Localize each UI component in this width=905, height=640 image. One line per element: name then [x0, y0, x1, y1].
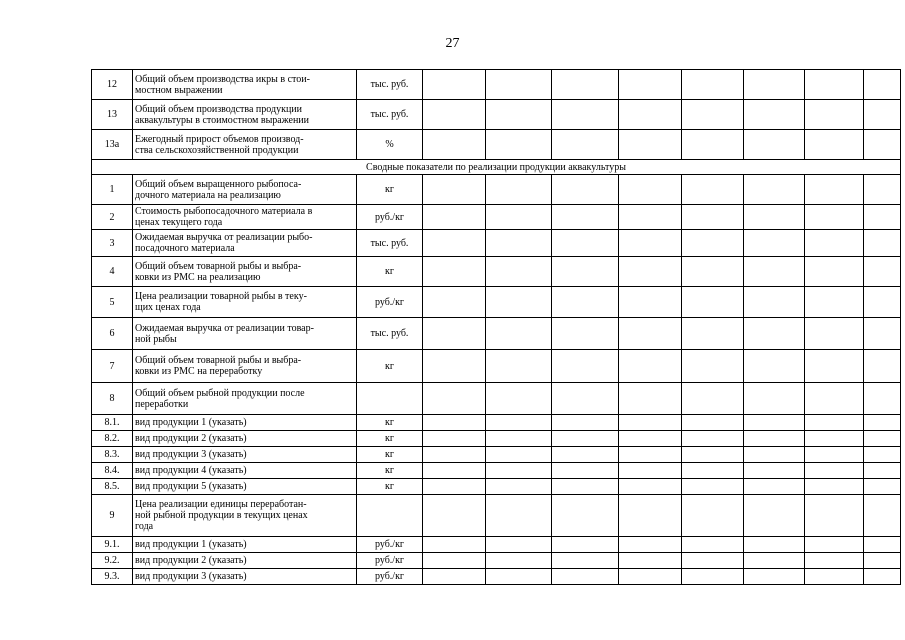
value-cell — [805, 431, 864, 447]
value-cell — [486, 447, 552, 463]
value-cell — [864, 318, 901, 350]
value-cell — [682, 415, 744, 431]
unit-cell: кг — [357, 479, 423, 495]
value-cell — [805, 350, 864, 383]
value-cell — [864, 537, 901, 553]
value-cell — [619, 431, 682, 447]
value-cell — [805, 553, 864, 569]
value-cell — [552, 495, 619, 537]
table-row — [92, 257, 901, 287]
value-cell — [486, 553, 552, 569]
value-cell — [423, 205, 486, 230]
value-cell — [864, 350, 901, 383]
table-row — [92, 479, 901, 495]
value-cell — [864, 495, 901, 537]
value-cell — [619, 463, 682, 479]
value-cell — [744, 495, 805, 537]
unit-cell: руб./кг — [357, 287, 423, 318]
row-number: 5 — [92, 287, 133, 318]
value-cell — [423, 463, 486, 479]
value-cell — [619, 447, 682, 463]
unit-cell: кг — [357, 463, 423, 479]
indicator-name: вид продукции 3 (указать) — [133, 447, 357, 463]
row-number: 8.2. — [92, 431, 133, 447]
value-cell — [486, 431, 552, 447]
value-cell — [805, 205, 864, 230]
table-row — [92, 318, 901, 350]
unit-cell: руб./кг — [357, 569, 423, 585]
value-cell — [486, 175, 552, 205]
value-cell — [805, 447, 864, 463]
value-cell — [619, 230, 682, 257]
indicators-table — [91, 69, 901, 585]
table-row — [92, 495, 901, 537]
value-cell — [423, 415, 486, 431]
value-cell — [423, 495, 486, 537]
value-cell — [682, 383, 744, 415]
value-cell — [682, 350, 744, 383]
value-cell — [682, 495, 744, 537]
indicator-name: вид продукции 4 (указать) — [133, 463, 357, 479]
unit-cell: % — [357, 130, 423, 160]
unit-cell: тыс. руб. — [357, 70, 423, 100]
table-row — [92, 537, 901, 553]
indicator-name: Общий объем товарной рыбы и выбра- ковки из РМС на переработку — [133, 350, 357, 383]
value-cell — [423, 287, 486, 318]
table-row — [92, 350, 901, 383]
row-number: 2 — [92, 205, 133, 230]
value-cell — [552, 130, 619, 160]
value-cell — [423, 383, 486, 415]
row-number: 13а — [92, 130, 133, 160]
value-cell — [619, 537, 682, 553]
table-row — [92, 70, 901, 100]
value-cell — [864, 569, 901, 585]
unit-cell — [357, 495, 423, 537]
value-cell — [423, 70, 486, 100]
indicator-name: вид продукции 1 (указать) — [133, 537, 357, 553]
table-row — [92, 175, 901, 205]
value-cell — [423, 569, 486, 585]
value-cell — [486, 230, 552, 257]
value-cell — [486, 537, 552, 553]
value-cell — [486, 383, 552, 415]
value-cell — [805, 479, 864, 495]
indicator-name: Общий объем производства продукции аквакультуры в стоимостном выражении — [133, 100, 357, 130]
value-cell — [805, 495, 864, 537]
value-cell — [552, 100, 619, 130]
value-cell — [486, 70, 552, 100]
unit-cell: кг — [357, 350, 423, 383]
unit-cell: кг — [357, 175, 423, 205]
value-cell — [486, 479, 552, 495]
value-cell — [552, 175, 619, 205]
unit-cell: руб./кг — [357, 205, 423, 230]
value-cell — [744, 70, 805, 100]
value-cell — [744, 479, 805, 495]
value-cell — [423, 257, 486, 287]
value-cell — [744, 130, 805, 160]
value-cell — [552, 447, 619, 463]
table-row — [92, 230, 901, 257]
value-cell — [864, 130, 901, 160]
value-cell — [619, 175, 682, 205]
table-row — [92, 415, 901, 431]
row-number: 8 — [92, 383, 133, 415]
value-cell — [682, 553, 744, 569]
value-cell — [682, 130, 744, 160]
table-row — [92, 569, 901, 585]
value-cell — [744, 175, 805, 205]
value-cell — [744, 100, 805, 130]
value-cell — [682, 318, 744, 350]
value-cell — [619, 318, 682, 350]
table-row — [92, 130, 901, 160]
indicator-name: Ожидаемая выручка от реализации рыбо- посадочного материала — [133, 230, 357, 257]
value-cell — [682, 70, 744, 100]
value-cell — [744, 257, 805, 287]
value-cell — [552, 463, 619, 479]
unit-cell: кг — [357, 415, 423, 431]
table-body — [92, 70, 901, 585]
value-cell — [864, 383, 901, 415]
value-cell — [864, 415, 901, 431]
value-cell — [619, 415, 682, 431]
indicator-name: Общий объем производства икры в стои- мостном выражении — [133, 70, 357, 100]
value-cell — [619, 553, 682, 569]
value-cell — [552, 287, 619, 318]
indicator-name: Стоимость рыбопосадочного материала в ценах текущего года — [133, 205, 357, 230]
indicator-name: вид продукции 3 (указать) — [133, 569, 357, 585]
unit-cell: тыс. руб. — [357, 230, 423, 257]
value-cell — [682, 569, 744, 585]
value-cell — [744, 463, 805, 479]
indicator-name: Ежегодный прирост объемов производ- ства сельскохозяйственной продукции — [133, 130, 357, 160]
value-cell — [423, 100, 486, 130]
value-cell — [619, 130, 682, 160]
value-cell — [805, 318, 864, 350]
value-cell — [864, 205, 901, 230]
value-cell — [423, 350, 486, 383]
value-cell — [552, 70, 619, 100]
table-row — [92, 100, 901, 130]
value-cell — [552, 350, 619, 383]
value-cell — [486, 205, 552, 230]
value-cell — [423, 537, 486, 553]
indicator-name: вид продукции 2 (указать) — [133, 431, 357, 447]
value-cell — [864, 175, 901, 205]
value-cell — [423, 431, 486, 447]
value-cell — [864, 287, 901, 318]
table-row — [92, 431, 901, 447]
value-cell — [486, 318, 552, 350]
value-cell — [552, 205, 619, 230]
unit-cell: руб./кг — [357, 537, 423, 553]
value-cell — [805, 257, 864, 287]
row-number: 8.3. — [92, 447, 133, 463]
value-cell — [552, 230, 619, 257]
section-title: Сводные показатели по реализации продукции аквакультуры — [92, 160, 901, 175]
value-cell — [486, 257, 552, 287]
value-cell — [552, 415, 619, 431]
value-cell — [682, 431, 744, 447]
value-cell — [805, 463, 864, 479]
value-cell — [744, 230, 805, 257]
value-cell — [744, 415, 805, 431]
value-cell — [744, 318, 805, 350]
value-cell — [619, 100, 682, 130]
value-cell — [744, 553, 805, 569]
value-cell — [682, 257, 744, 287]
value-cell — [744, 447, 805, 463]
value-cell — [682, 175, 744, 205]
value-cell — [744, 537, 805, 553]
indicator-name: вид продукции 5 (указать) — [133, 479, 357, 495]
row-number: 13 — [92, 100, 133, 130]
value-cell — [619, 287, 682, 318]
value-cell — [864, 100, 901, 130]
value-cell — [552, 431, 619, 447]
value-cell — [744, 205, 805, 230]
value-cell — [805, 175, 864, 205]
table-row — [92, 463, 901, 479]
row-number: 3 — [92, 230, 133, 257]
value-cell — [864, 431, 901, 447]
value-cell — [423, 553, 486, 569]
value-cell — [486, 100, 552, 130]
value-cell — [423, 130, 486, 160]
value-cell — [682, 537, 744, 553]
value-cell — [682, 100, 744, 130]
value-cell — [682, 205, 744, 230]
indicator-name: вид продукции 1 (указать) — [133, 415, 357, 431]
page-number: 27 — [445, 36, 460, 51]
row-number: 8.5. — [92, 479, 133, 495]
value-cell — [805, 70, 864, 100]
value-cell — [864, 70, 901, 100]
value-cell — [619, 70, 682, 100]
value-cell — [619, 205, 682, 230]
unit-cell: кг — [357, 447, 423, 463]
indicator-name: Цена реализации товарной рыбы в теку- щих ценах года — [133, 287, 357, 318]
row-number: 9 — [92, 495, 133, 537]
row-number: 8.4. — [92, 463, 133, 479]
value-cell — [682, 230, 744, 257]
value-cell — [619, 479, 682, 495]
value-cell — [805, 100, 864, 130]
value-cell — [619, 257, 682, 287]
value-cell — [619, 350, 682, 383]
row-number: 9.2. — [92, 553, 133, 569]
value-cell — [619, 383, 682, 415]
row-number: 4 — [92, 257, 133, 287]
row-number: 9.1. — [92, 537, 133, 553]
indicator-name: Общий объем выращенного рыбопоса- дочного материала на реализацию — [133, 175, 357, 205]
value-cell — [744, 287, 805, 318]
table-row — [92, 447, 901, 463]
value-cell — [552, 383, 619, 415]
value-cell — [744, 383, 805, 415]
value-cell — [805, 569, 864, 585]
value-cell — [864, 553, 901, 569]
table-row — [92, 383, 901, 415]
value-cell — [423, 318, 486, 350]
value-cell — [486, 569, 552, 585]
row-number: 9.3. — [92, 569, 133, 585]
indicator-name: вид продукции 2 (указать) — [133, 553, 357, 569]
value-cell — [552, 569, 619, 585]
value-cell — [423, 479, 486, 495]
value-cell — [486, 287, 552, 318]
value-cell — [552, 257, 619, 287]
table-row — [92, 553, 901, 569]
value-cell — [805, 230, 864, 257]
value-cell — [552, 537, 619, 553]
value-cell — [552, 318, 619, 350]
value-cell — [552, 553, 619, 569]
unit-cell: кг — [357, 431, 423, 447]
value-cell — [619, 569, 682, 585]
value-cell — [864, 463, 901, 479]
value-cell — [744, 569, 805, 585]
indicator-name: Общий объем товарной рыбы и выбра- ковки из РМС на реализацию — [133, 257, 357, 287]
value-cell — [864, 479, 901, 495]
value-cell — [805, 287, 864, 318]
unit-cell — [357, 383, 423, 415]
value-cell — [423, 175, 486, 205]
row-number: 8.1. — [92, 415, 133, 431]
value-cell — [486, 130, 552, 160]
value-cell — [486, 495, 552, 537]
value-cell — [619, 495, 682, 537]
value-cell — [864, 257, 901, 287]
indicator-name: Общий объем рыбной продукции после переработки — [133, 383, 357, 415]
section-header-row — [92, 160, 901, 175]
unit-cell: кг — [357, 257, 423, 287]
unit-cell: тыс. руб. — [357, 318, 423, 350]
table-row — [92, 205, 901, 230]
value-cell — [423, 230, 486, 257]
value-cell — [486, 350, 552, 383]
table-row — [92, 287, 901, 318]
value-cell — [682, 479, 744, 495]
value-cell — [682, 463, 744, 479]
indicator-name: Ожидаемая выручка от реализации товар- ной рыбы — [133, 318, 357, 350]
value-cell — [864, 230, 901, 257]
row-number: 1 — [92, 175, 133, 205]
row-number: 7 — [92, 350, 133, 383]
value-cell — [486, 463, 552, 479]
value-cell — [864, 447, 901, 463]
value-cell — [486, 415, 552, 431]
value-cell — [805, 415, 864, 431]
unit-cell: руб./кг — [357, 553, 423, 569]
value-cell — [744, 431, 805, 447]
value-cell — [805, 130, 864, 160]
row-number: 12 — [92, 70, 133, 100]
value-cell — [805, 537, 864, 553]
row-number: 6 — [92, 318, 133, 350]
value-cell — [423, 447, 486, 463]
value-cell — [682, 447, 744, 463]
value-cell — [744, 350, 805, 383]
value-cell — [805, 383, 864, 415]
unit-cell: тыс. руб. — [357, 100, 423, 130]
indicator-name: Цена реализации единицы переработан- ной рыбной продукции в текущих ценах года — [133, 495, 357, 537]
value-cell — [682, 287, 744, 318]
value-cell — [552, 479, 619, 495]
